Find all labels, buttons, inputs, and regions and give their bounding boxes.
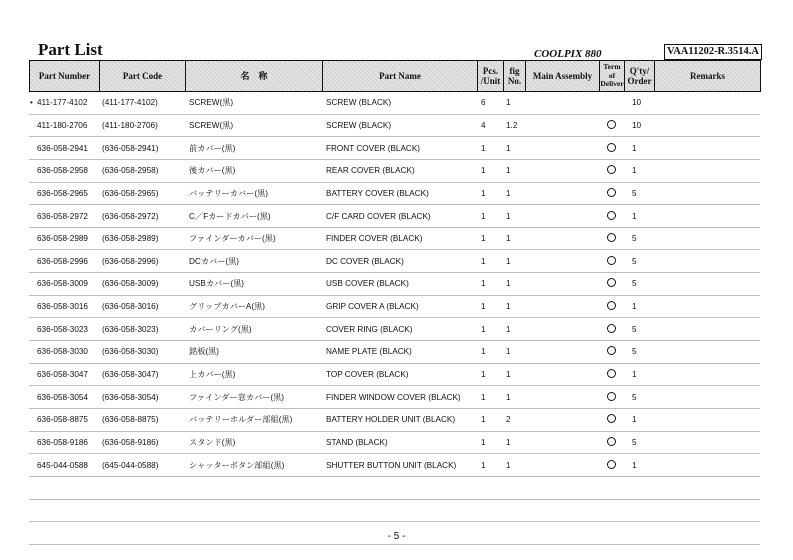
part-number-cell (29, 182, 99, 205)
part-number-text: 636-058-2989 (37, 234, 88, 244)
circle-mark-icon (607, 233, 616, 242)
circle-mark-icon (607, 165, 616, 174)
pcs-cell: 1 (477, 295, 503, 318)
term-cell (599, 341, 624, 364)
remarks-cell (654, 273, 760, 296)
remarks-cell (654, 227, 760, 250)
remarks-cell (654, 92, 760, 114)
col-qty-line2: Order (627, 76, 652, 86)
term-cell (599, 431, 624, 454)
qty-cell: 5 (624, 386, 654, 409)
part-name-cell: BATTERY COVER (BLACK) (322, 182, 477, 205)
part-number-text: 636-058-3023 (37, 324, 88, 334)
table-row (29, 92, 760, 114)
part-number-cell (29, 408, 99, 431)
table-row (29, 318, 760, 341)
empty-cell (477, 499, 503, 522)
empty-cell (599, 499, 624, 522)
part-name-cell: STAND (BLACK) (322, 431, 477, 454)
parts-table-body (29, 92, 760, 544)
qty-cell: 5 (624, 318, 654, 341)
part-number-cell (29, 159, 99, 182)
circle-mark-icon (607, 278, 616, 287)
fig-no-cell: 1.2 (503, 114, 525, 137)
qty-cell: 5 (624, 250, 654, 273)
part-number-cell (29, 273, 99, 296)
pcs-cell: 1 (477, 137, 503, 160)
col-fig-line1: fig (509, 66, 520, 76)
circle-mark-icon (607, 143, 616, 152)
remarks-cell (654, 137, 760, 160)
table-row (29, 341, 760, 364)
jp-name-cell: 銘板(黒) (185, 341, 322, 364)
remarks-cell (654, 454, 760, 477)
jp-name-cell: 前カバー(黒) (185, 137, 322, 160)
empty-cell (525, 499, 599, 522)
circle-mark-icon (607, 460, 616, 469)
part-code-cell: (636-058-2989) (99, 227, 185, 250)
jp-name-cell: SCREW(黒) (185, 92, 322, 114)
part-name-cell: DC COVER (BLACK) (322, 250, 477, 273)
part-code-cell: (636-058-2958) (99, 159, 185, 182)
part-number-text: 636-058-2996 (37, 256, 88, 266)
circle-mark-icon (607, 414, 616, 423)
part-code-cell: (636-058-2996) (99, 250, 185, 273)
table-row (29, 431, 760, 454)
remarks-cell (654, 408, 760, 431)
col-pcs-unit (478, 61, 504, 92)
empty-cell (654, 476, 760, 499)
part-number-text: 645-044-0588 (37, 460, 88, 470)
remarks-cell (654, 114, 760, 137)
remarks-cell (654, 318, 760, 341)
empty-cell (99, 499, 185, 522)
main-assembly-cell (525, 295, 599, 318)
part-number-text: 636-058-9186 (37, 437, 88, 447)
part-number-cell (29, 363, 99, 386)
part-code-cell: (636-058-9186) (99, 431, 185, 454)
empty-cell (624, 499, 654, 522)
part-code-cell: (636-058-3030) (99, 341, 185, 364)
empty-cell (477, 476, 503, 499)
pcs-cell: 1 (477, 182, 503, 205)
jp-name-cell: バッテリーカバー(黒) (185, 182, 322, 205)
table-row (29, 114, 760, 137)
empty-row (29, 476, 760, 499)
circle-mark-icon (607, 392, 616, 401)
part-number-text: 636-058-3030 (37, 347, 88, 357)
pcs-cell: 1 (477, 408, 503, 431)
part-name-cell: SCREW (BLACK) (322, 92, 477, 114)
part-name-cell: SHUTTER BUTTON UNIT (BLACK) (322, 454, 477, 477)
part-number-text: 636-058-3016 (37, 302, 88, 312)
jp-name-cell: C／Fカードカバー(黒) (185, 205, 322, 228)
main-assembly-cell (525, 273, 599, 296)
main-assembly-cell (525, 454, 599, 477)
pcs-cell: 1 (477, 250, 503, 273)
part-number-cell (29, 295, 99, 318)
table-row (29, 273, 760, 296)
part-name-cell: NAME PLATE (BLACK) (322, 341, 477, 364)
qty-cell: 1 (624, 295, 654, 318)
empty-cell (185, 476, 322, 499)
term-cell (599, 250, 624, 273)
term-cell (599, 227, 624, 250)
col-term-line3: Deliver (600, 79, 624, 89)
remarks-cell (654, 431, 760, 454)
fig-no-cell: 1 (503, 363, 525, 386)
qty-cell: 1 (624, 363, 654, 386)
fig-no-cell: 2 (503, 408, 525, 431)
remarks-cell (654, 341, 760, 364)
remarks-cell (654, 182, 760, 205)
qty-cell: 10 (624, 92, 654, 114)
empty-row (29, 499, 760, 522)
qty-cell: 1 (624, 408, 654, 431)
empty-cell (599, 476, 624, 499)
part-name-cell: FINDER WINDOW COVER (BLACK) (322, 386, 477, 409)
parts-table (29, 92, 760, 545)
part-number-cell (29, 92, 99, 114)
part-code-cell: (636-058-8875) (99, 408, 185, 431)
col-part-number: Part Number (30, 61, 100, 92)
term-cell (599, 454, 624, 477)
term-cell (599, 273, 624, 296)
fig-no-cell: 1 (503, 295, 525, 318)
part-code-cell: (636-058-2965) (99, 182, 185, 205)
model-name: COOLPIX 880 (534, 48, 602, 60)
term-cell (599, 92, 624, 114)
part-code-cell: (636-058-2941) (99, 137, 185, 160)
term-cell (599, 408, 624, 431)
page-title: Part List (38, 40, 103, 59)
col-term-line1: Term (603, 62, 621, 72)
pcs-cell: 4 (477, 114, 503, 137)
table-row (29, 295, 760, 318)
part-number-cell (29, 227, 99, 250)
col-jp-name: 名 称 (186, 61, 323, 92)
main-assembly-cell (525, 92, 599, 114)
empty-cell (624, 476, 654, 499)
empty-cell (654, 499, 760, 522)
part-name-cell: USB COVER (BLACK) (322, 273, 477, 296)
jp-name-cell: SCREW(黒) (185, 114, 322, 137)
empty-cell (322, 499, 477, 522)
col-qty-line1: Q'ty/ (629, 66, 650, 76)
main-assembly-cell (525, 386, 599, 409)
document-number: VAA11202-R.3514.A (664, 44, 762, 60)
part-number-text: 636-058-2972 (37, 211, 88, 221)
jp-name-cell: スタンド(黒) (185, 431, 322, 454)
part-number-text: 636-058-8875 (37, 415, 88, 425)
qty-cell: 1 (624, 137, 654, 160)
empty-cell (185, 499, 322, 522)
fig-no-cell: 1 (503, 386, 525, 409)
part-name-cell: GRIP COVER A (BLACK) (322, 295, 477, 318)
table-row (29, 454, 760, 477)
page-number: - 5 - (387, 531, 406, 542)
empty-cell (503, 499, 525, 522)
part-number-cell (29, 386, 99, 409)
circle-mark-icon (607, 437, 616, 446)
main-assembly-cell (525, 250, 599, 273)
jp-name-cell: ファインダーカバー(黒) (185, 227, 322, 250)
col-main-assembly: Main Assembly (526, 61, 600, 92)
circle-mark-icon (607, 369, 616, 378)
part-number-text: 636-058-2965 (37, 188, 88, 198)
jp-name-cell: グリップカバーA(黒) (185, 295, 322, 318)
circle-mark-icon (607, 211, 616, 220)
qty-cell: 5 (624, 341, 654, 364)
col-pcs-line2: /Unit (480, 76, 501, 86)
qty-cell: 5 (624, 227, 654, 250)
fig-no-cell: 1 (503, 227, 525, 250)
pcs-cell: 1 (477, 318, 503, 341)
jp-name-cell: ファインダー窓カバー(黒) (185, 386, 322, 409)
empty-cell (29, 499, 99, 522)
main-assembly-cell (525, 137, 599, 160)
table-row (29, 408, 760, 431)
part-number-cell (29, 205, 99, 228)
main-assembly-cell (525, 159, 599, 182)
main-assembly-cell (525, 341, 599, 364)
part-number-text: 636-058-3047 (37, 370, 88, 379)
fig-no-cell: 1 (503, 273, 525, 296)
term-cell (599, 295, 624, 318)
table-row (29, 250, 760, 273)
qty-cell: 5 (624, 431, 654, 454)
fig-no-cell: 1 (503, 454, 525, 477)
remarks-cell (654, 363, 760, 386)
table-row (29, 205, 760, 228)
jp-name-cell: 後カバー(黒) (185, 159, 322, 182)
fig-no-cell: 1 (503, 250, 525, 273)
fig-no-cell: 1 (503, 205, 525, 228)
pcs-cell: 1 (477, 386, 503, 409)
table-row (29, 386, 760, 409)
pcs-cell: 1 (477, 205, 503, 228)
circle-mark-icon (607, 188, 616, 197)
fig-no-cell: 1 (503, 182, 525, 205)
part-code-cell: (636-058-2972) (99, 205, 185, 228)
part-code-cell: (636-058-3009) (99, 273, 185, 296)
jp-name-cell: USBカバー(黒) (185, 273, 322, 296)
jp-name-cell: シャッターボタン部組(黒) (185, 454, 322, 477)
empty-cell (322, 476, 477, 499)
part-number-cell (29, 137, 99, 160)
main-assembly-cell (525, 363, 599, 386)
main-assembly-cell (525, 114, 599, 137)
circle-mark-icon (607, 301, 616, 310)
fig-no-cell: 1 (503, 431, 525, 454)
pcs-cell: 1 (477, 341, 503, 364)
term-cell (599, 182, 624, 205)
part-number-text: 636-058-3054 (37, 392, 88, 402)
col-term-of-deliver (600, 61, 625, 92)
qty-cell: 5 (624, 273, 654, 296)
term-cell (599, 137, 624, 160)
part-name-cell: SCREW (BLACK) (322, 114, 477, 137)
part-number-cell (29, 454, 99, 477)
main-assembly-cell (525, 205, 599, 228)
part-number-text: 636-058-3009 (37, 279, 88, 289)
part-number-cell (29, 318, 99, 341)
bullet-mark: • (30, 98, 33, 108)
part-number-cell (29, 114, 99, 137)
fig-no-cell: 1 (503, 341, 525, 364)
pcs-cell: 1 (477, 454, 503, 477)
col-pcs-line1: Pcs. (482, 66, 499, 76)
part-code-cell: (636-058-3016) (99, 295, 185, 318)
pcs-cell: 1 (477, 159, 503, 182)
pcs-cell: 1 (477, 363, 503, 386)
col-fig-no (504, 61, 526, 92)
part-number-cell (29, 250, 99, 273)
part-code-cell: (636-058-3023) (99, 318, 185, 341)
part-name-cell: FRONT COVER (BLACK) (322, 137, 477, 160)
qty-cell: 5 (624, 182, 654, 205)
part-name-cell: TOP COVER (BLACK) (322, 363, 477, 386)
circle-mark-icon (607, 120, 616, 129)
part-code-cell: (411-177-4102) (99, 92, 185, 114)
term-cell (599, 159, 624, 182)
main-assembly-cell (525, 408, 599, 431)
column-header (29, 60, 761, 92)
part-code-cell: (645-044-0588) (99, 454, 185, 477)
pcs-cell: 1 (477, 431, 503, 454)
part-name-cell: REAR COVER (BLACK) (322, 159, 477, 182)
part-name-cell: FINDER COVER (BLACK) (322, 227, 477, 250)
remarks-cell (654, 250, 760, 273)
col-fig-line2: No. (507, 76, 522, 86)
part-number-cell (29, 431, 99, 454)
fig-no-cell: 1 (503, 137, 525, 160)
table-row (29, 363, 760, 386)
term-cell (599, 363, 624, 386)
col-part-name: Part Name (323, 61, 478, 92)
main-assembly-cell (525, 182, 599, 205)
qty-cell: 10 (624, 114, 654, 137)
empty-cell (29, 476, 99, 499)
term-cell (599, 318, 624, 341)
main-assembly-cell (525, 431, 599, 454)
jp-name-cell: DCカバー(黒) (185, 250, 322, 273)
col-term-line2: of (608, 70, 616, 80)
col-part-code: Part Code (100, 61, 186, 92)
remarks-cell (654, 295, 760, 318)
part-number-text: 636-058-2941 (37, 143, 88, 153)
main-assembly-cell (525, 227, 599, 250)
table-row (29, 182, 760, 205)
part-number-text: 636-058-2958 (37, 166, 88, 176)
part-number-text: 411-180-2706 (37, 120, 88, 130)
jp-name-cell: 上カバー(黒) (185, 363, 322, 386)
empty-cell (525, 476, 599, 499)
empty-cell (99, 476, 185, 499)
fig-no-cell: 1 (503, 92, 525, 114)
term-cell (599, 386, 624, 409)
pcs-cell: 6 (477, 92, 503, 114)
part-code-cell: (411-180-2706) (99, 114, 185, 137)
pcs-cell: 1 (477, 273, 503, 296)
part-name-cell: BATTERY HOLDER UNIT (BLACK) (322, 408, 477, 431)
col-remarks: Remarks (655, 61, 761, 92)
col-qty-order (625, 61, 655, 92)
table-row (29, 159, 760, 182)
fig-no-cell: 1 (503, 159, 525, 182)
qty-cell: 1 (624, 205, 654, 228)
circle-mark-icon (607, 256, 616, 265)
part-code-cell: (636-058-3047) (99, 363, 185, 386)
table-row (29, 137, 760, 160)
fig-no-cell: 1 (503, 318, 525, 341)
remarks-cell (654, 386, 760, 409)
circle-mark-icon (607, 346, 616, 355)
circle-mark-icon (607, 324, 616, 333)
main-assembly-cell (525, 318, 599, 341)
part-number-text: 411-177-4102 (37, 98, 88, 108)
remarks-cell (654, 159, 760, 182)
term-cell (599, 114, 624, 137)
pcs-cell: 1 (477, 227, 503, 250)
part-code-cell: (636-058-3054) (99, 386, 185, 409)
qty-cell: 1 (624, 454, 654, 477)
table-row (29, 227, 760, 250)
part-name-cell: C/F CARD COVER (BLACK) (322, 205, 477, 228)
part-name-cell: COVER RING (BLACK) (322, 318, 477, 341)
jp-name-cell: バッテリーホルダー部組(黒) (185, 408, 322, 431)
term-cell (599, 205, 624, 228)
remarks-cell (654, 205, 760, 228)
jp-name-cell: カバーリング(黒) (185, 318, 322, 341)
qty-cell: 1 (624, 159, 654, 182)
empty-cell (503, 476, 525, 499)
part-number-cell (29, 341, 99, 364)
